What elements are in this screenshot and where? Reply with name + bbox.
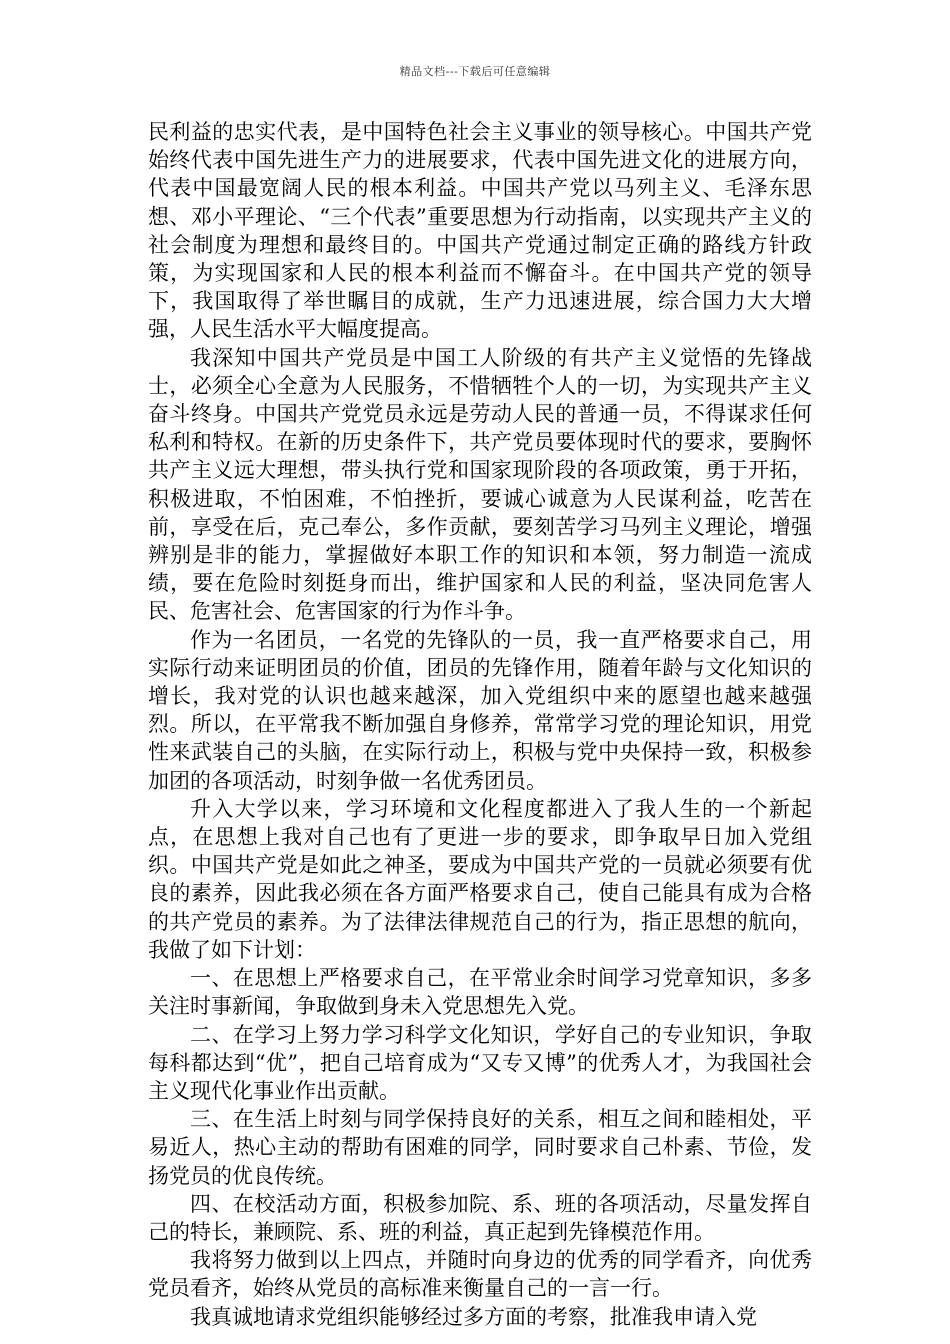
plan-item-4: 四、在校活动方面，积极参加院、系、班的各项活动，尽量发挥自己的特长，兼顾院、系、班的利益，真正起到先锋模范作用。 xyxy=(148,1191,812,1244)
paragraph-2: 我深知中国共产党员是中国工人阶级的有共产主义觉悟的先锋战士，必须全心全意为人民服务，不惜牺牲个人的一切，为实现共产主义奋斗终身。中国共产党党员永远是劳动人民的普通一员，不得谋求任何私利和特权。在新的历史条件下，共产党员要体现时代的要求，要胸怀共产主义远大理想，带头执行党和国家现阶段的各项政策，勇于开拓，积极进取，不怕困难，不怕挫折，要诚心诚意为人民谋利益，吃苦在前，享受在后，克己奉公，多作贡献，要刻苦学习马列主义理论，增强辨别是非的能力，掌握做好本职工作的知识和本领，努力制造一流成绩，要在危险时刻挺身而出，维护国家和人民的利益，坚决同危害人民、危害社会、危害国家的行为作斗争。 xyxy=(148,345,812,624)
paragraph-1: 民利益的忠实代表，是中国特色社会主义事业的领导核心。中国共产党始终代表中国先进生产力的进展要求，代表中国先进文化的进展方向，代表中国最宽阔人民的根本利益。中国共产党以马列主义、毛泽东思想、邓小平理论、“三个代表”重要思想为行动指南，以实现共产主义的社会制度为理想和最终目的。中国共产党通过制定正确的路线方针政策，为实现国家和人民的根本利益而不懈奋斗。在中国共产党的领导下，我国取得了举世瞩目的成就，生产力迅速进展，综合国力大大增强，人民生活水平大幅度提高。 xyxy=(148,120,812,342)
document-body xyxy=(148,118,812,1331)
paragraph-3: 作为一名团员，一名党的先锋队的一员，我一直严格要求自己，用实际行动来证明团员的价值，团员的先锋作用，随着年龄与文化知识的增长，我对党的认识也越来越深，加入党组织中来的愿望也越来越强烈。所以，在平常我不断加强自身修养，常常学习党的理论知识，用党性来武装自己的头脑，在实际行动上，积极与党中央保持一致，积极参加团的各项活动，时刻争做一名优秀团员。 xyxy=(148,627,812,793)
plan-item-3: 三、在生活上时刻与同学保持良好的关系，相互之间和睦相处，平易近人，热心主动的帮助有困难的同学，同时要求自己朴素、节俭，发扬党员的优良传统。 xyxy=(148,1107,812,1188)
paragraph-commitment: 我将努力做到以上四点，并随时向身边的优秀的同学看齐，向优秀党员看齐，始终从党员的高标准来衡量自己的一言一行。 xyxy=(148,1248,812,1301)
page-header: 精品文档---下载后可任意编辑 xyxy=(399,65,551,78)
paragraph-4: 升入大学以来，学习环境和文化程度都进入了我人生的一个新起点，在思想上我对自己也有了更进一步的要求，即争取早日加入党组织。中国共产党是如此之神圣，要成为中国共产党的一员就必须要有优良的素养，因此我必须在各方面严格要求自己，使自己能具有成为合格的共产党员的素养。为了法律法律规范自己的行为，指正思想的航向，我做了如下计划： xyxy=(148,796,812,962)
plan-item-1: 一、在思想上严格要求自己，在平常业余时间学习党章知识，多多关注时事新闻，争取做到身未入党思想先入党。 xyxy=(148,966,812,1019)
plan-item-2: 二、在学习上努力学习科学文化知识，学好自己的专业知识，争取每科都达到“优”，把自己培育成为“又专又博”的优秀人才，为我国社会主义现代化事业作出贡献。 xyxy=(148,1022,812,1103)
paragraph-request: 我真诚地请求党组织能够经过多方面的考察，批准我申请入党 xyxy=(190,1304,757,1329)
